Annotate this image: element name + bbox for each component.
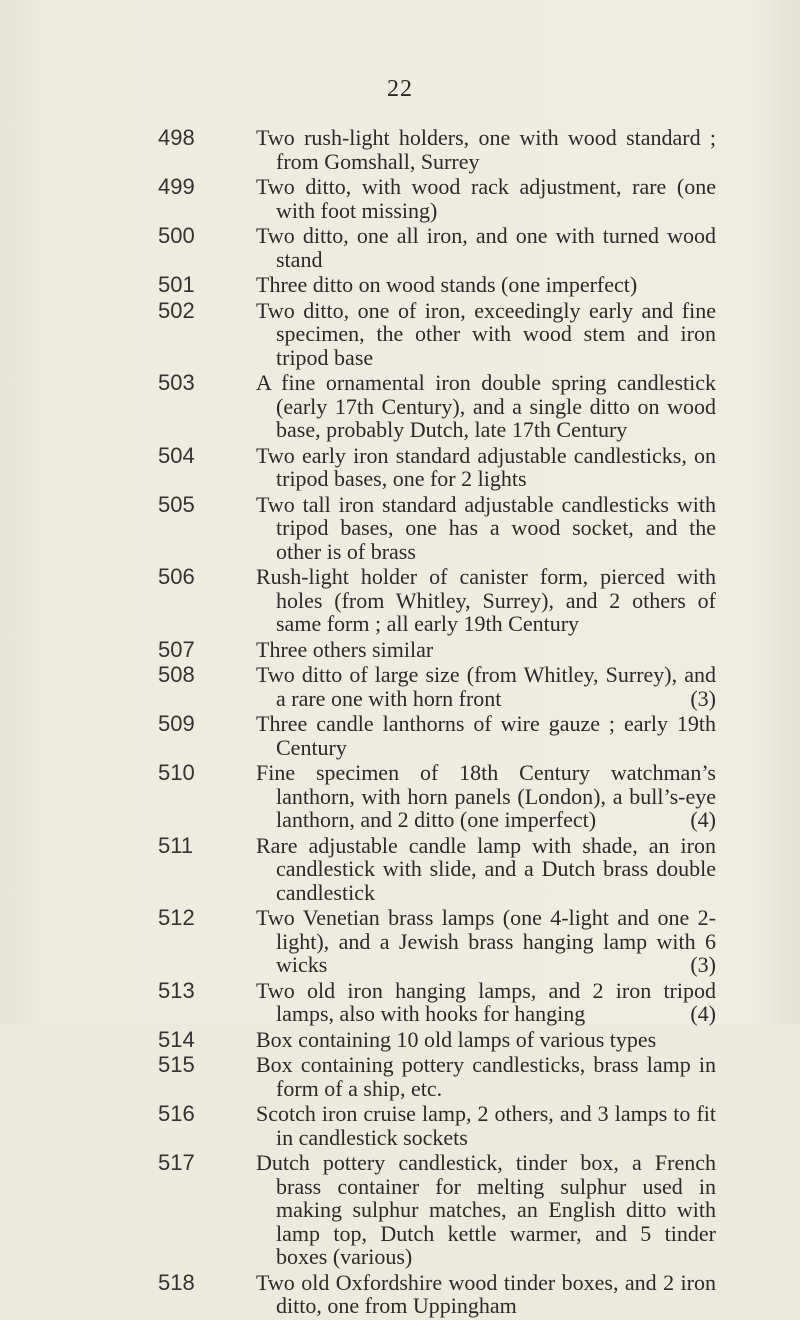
lot-description: [256, 906, 716, 977]
lot-entry: [0, 299, 800, 370]
lot-number: 508: [158, 662, 195, 687]
lot-number: 500: [158, 223, 195, 248]
lot-entry: [0, 712, 800, 759]
lot-description: [256, 761, 716, 832]
lot-description-text: Two old iron hanging lamps, and 2 iron tripod lamps, also with hooks for hanging: [256, 977, 716, 1026]
lot-entry: [0, 761, 800, 832]
lot-entry: [0, 1151, 800, 1269]
lot-quantity: (4): [690, 807, 716, 832]
lot-description: Scotch iron cruise lamp, 2 others, and 3 lamps to fit in candlestick sockets: [256, 1101, 716, 1150]
lot-number: 499: [158, 174, 195, 199]
lot-entry: [0, 638, 800, 662]
lot-list: [0, 126, 800, 1320]
lot-number: 504: [158, 442, 195, 468]
lot-entry: [0, 979, 800, 1026]
lot-entry: [0, 834, 800, 905]
lot-description: Dutch pottery candlestick, tinder box, a French brass container for melting sulphur used in making sulphur matches, an English ditto with lamp top, Dutch kettle warmer, and 5 tinder boxes (various): [256, 1150, 716, 1269]
lot-entry: [0, 493, 800, 564]
lot-entry: [0, 224, 800, 271]
lot-number: 516: [158, 1101, 195, 1126]
lot-entry: [0, 126, 800, 173]
lot-number: 507: [158, 636, 195, 662]
lot-description: Two tall iron standard adjustable candlesticks with tripod bases, one has a wood socket, and the other is of brass: [256, 491, 716, 564]
lot-entry: [0, 371, 800, 442]
lot-number: 505: [158, 491, 195, 517]
lot-entry: [0, 663, 800, 710]
lot-number: 513: [158, 977, 195, 1003]
lot-description: A fine ornamental iron double spring candlestick (early 17th Century), and a single ditto on wood base, probably Dutch, late 17th Century: [256, 370, 716, 442]
lot-description: [256, 979, 716, 1026]
lot-number: 512: [158, 905, 195, 930]
lot-description: [256, 663, 716, 710]
lot-entry: [0, 175, 800, 222]
lot-description: Rare adjustable candle lamp with shade, an iron candlestick with slide, and a Dutch brass double candlestick: [256, 832, 716, 905]
lot-entry: [0, 1053, 800, 1100]
lot-number: 511: [158, 832, 194, 858]
lot-number: 515: [158, 1052, 195, 1077]
lot-number: 503: [158, 370, 195, 395]
lot-quantity: (3): [690, 685, 716, 711]
lot-description: Box containing pottery candlesticks, brass lamp in form of a ship, etc.: [256, 1052, 716, 1101]
lot-number: 510: [158, 760, 195, 785]
lot-description: Two early iron standard adjustable candlesticks, on tripod bases, one for 2 lights: [256, 442, 716, 491]
lot-entry: [0, 565, 800, 636]
lot-quantity: (3): [690, 952, 716, 977]
lot-description: Box containing 10 old lamps of various types: [256, 1026, 657, 1052]
lot-description: Two rush-light holders, one with wood standard ; from Gomshall, Surrey: [256, 125, 716, 174]
lot-entry: [0, 1271, 800, 1318]
lot-number: 517: [158, 1150, 195, 1175]
lot-number: 502: [158, 297, 195, 323]
lot-entry: [0, 273, 800, 297]
lot-number: 509: [158, 711, 195, 736]
lot-entry: [0, 1102, 800, 1149]
lot-number: 506: [158, 564, 195, 589]
lot-quantity: (4): [690, 1001, 716, 1026]
lot-entry: [0, 906, 800, 977]
page-number: 22: [387, 76, 413, 102]
lot-number: 501: [158, 272, 195, 297]
lot-entry: [0, 444, 800, 491]
lot-entry: [0, 1028, 800, 1052]
lot-description: Two old Oxfordshire wood tinder boxes, and 2 iron ditto, one from Uppingham: [256, 1269, 716, 1318]
lot-description-text: Fine specimen of 18th Century watchman’s lanthorn, with horn panels (London), a bull’s-eye lanthorn, and 2 ditto (one imperfect): [256, 760, 716, 832]
lot-description: Two ditto, one of iron, exceedingly early and fine specimen, the other with wood stem and iron tripod base: [256, 297, 716, 370]
lot-description-text: Two Venetian brass lamps (one 4-light and one 2-light), and a Jewish brass hanging lamp with 6 wicks: [256, 905, 716, 977]
lot-number: 518: [158, 1269, 195, 1295]
lot-description: Rush-light holder of canister form, pierced with holes (from Whitley, Surrey), and 2 others of same form ; all early 19th Century: [256, 564, 716, 636]
lot-description: Two ditto, one all iron, and one with turned wood stand: [256, 223, 716, 272]
lot-description: Three others similar: [256, 636, 434, 662]
lot-number: 514: [158, 1026, 195, 1052]
lot-description: Three candle lanthorns of wire gauze ; early 19th Century: [256, 711, 716, 760]
lot-description: Two ditto, with wood rack adjustment, rare (one with foot missing): [256, 174, 716, 223]
lot-number: 498: [158, 125, 195, 150]
lot-description: Three ditto on wood stands (one imperfect): [256, 272, 638, 297]
lot-description-text: Two ditto of large size (from Whitley, Surrey), and a rare one with horn front: [256, 662, 716, 711]
